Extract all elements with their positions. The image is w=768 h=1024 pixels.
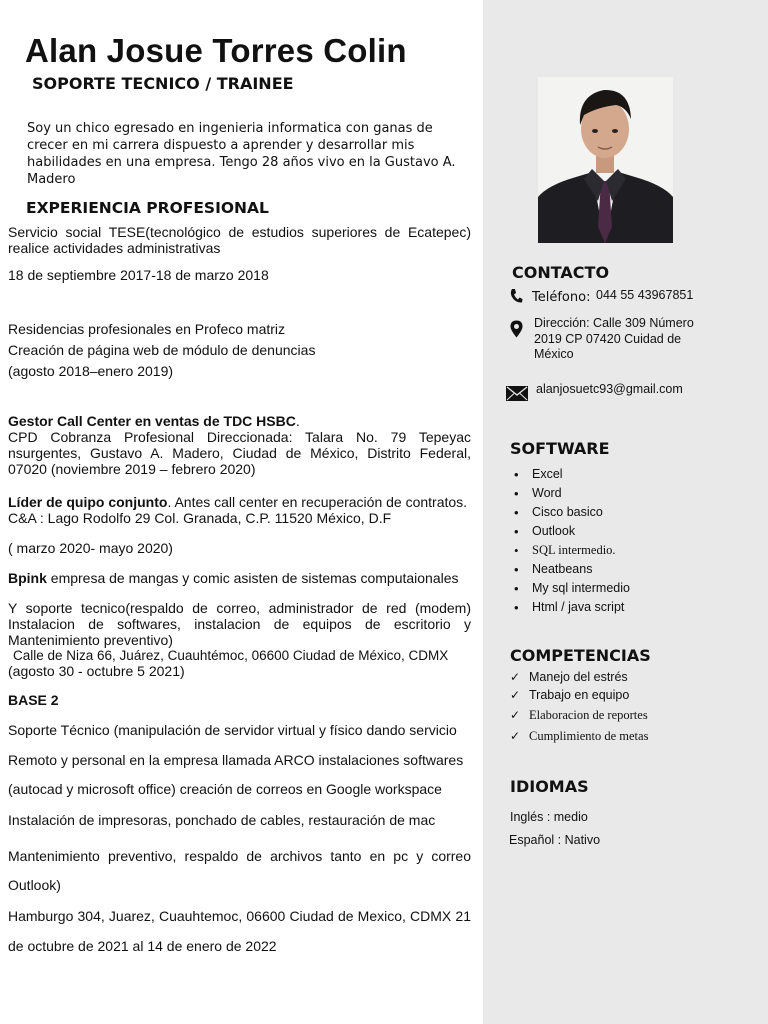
phone-value: 044 55 43967851: [596, 288, 694, 302]
idioma-item: Español : Nativo: [509, 833, 601, 847]
software-heading: SOFTWARE: [510, 439, 610, 458]
experience-base2-line6: Hamburgo 304, Juarez, Cuauhtemoc, 06600 Ciudad de Mexico, CDMX 21 de octubre de 2021 al 14 de enero de 2022: [8, 908, 471, 954]
experience-hsbc-description: CPD Cobranza Profesional Direccionada: Talara No. 79 Tepeyac nsurgentes, Gustavo A. Madero, Ciudad de México, Distrito Federal, 07020 (noviembre 2019 – febrero 2020): [8, 429, 471, 477]
experience-base2-line3: (autocad y microsoft office) creación de correos en Google workspace: [8, 781, 442, 797]
candidate-name: Alan Josue Torres Colin: [25, 32, 407, 69]
experience-tese-description: Servicio social TESE(tecnológico de estudios superiores de Ecatepec) realice actividades administrativas: [8, 224, 471, 256]
contact-email[interactable]: alanjosuetc93@gmail.com: [536, 382, 683, 396]
experience-bpink-address: Calle de Niza 66, Juárez, Cuauhtémoc, 06600 Ciudad de México, CDMX: [13, 648, 449, 663]
software-item: • SQL intermedio.: [512, 541, 630, 560]
checkmark-icon: ✓: [510, 670, 521, 684]
experience-ca-role: Líder de quipo conjunto: [8, 494, 168, 510]
experience-ca-title: [8, 494, 467, 510]
profile-summary: Soy un chico egresado en ingenieria informatica con ganas de crecer en mi carrera dispuesto a aprender y desarrollar mis habilidades en una empresa. Tengo 28 años vivo en la Gustavo A. Madero: [27, 121, 456, 187]
phone-icon: [509, 288, 523, 309]
experience-profeco-dates: (agosto 2018–enero 2019): [8, 363, 174, 379]
experience-bpink-tasks: Y soporte tecnico(respaldo de correo, administrador de red (modem) Instalacion de softwares, instalacion de equipos de escritorio y Mantenimiento preventivo): [8, 600, 471, 648]
experience-tese-dates: 18 de septiembre 2017-18 de marzo 2018: [8, 267, 269, 283]
experience-heading: EXPERIENCIA PROFESIONAL: [26, 199, 269, 217]
experience-hsbc-role: Gestor Call Center en ventas de TDC HSBC: [8, 413, 296, 429]
location-pin-icon: [510, 320, 523, 343]
phone-label: Teléfono:: [532, 290, 591, 305]
profile-photo-illustration: [538, 77, 673, 243]
experience-ca-description: . Antes call center en recuperación de contratos.: [167, 494, 468, 510]
competencia-item: ✓ Trabajo en equipo: [510, 688, 630, 702]
profile-photo: [538, 77, 673, 243]
contact-address: Dirección: Calle 309 Número 2019 CP 07420 Cuidad de México: [534, 316, 694, 361]
software-item: • Outlook: [512, 522, 630, 541]
software-item: • Excel: [512, 465, 630, 484]
checkmark-icon: ✓: [510, 708, 521, 722]
experience-ca-address: C&A : Lago Rodolfo 29 Col. Granada, C.P. 11520 México, D.F: [8, 510, 392, 526]
software-item: • Html / java script: [512, 598, 630, 617]
experience-bpink-dates: (agosto 30 - octubre 5 2021): [8, 663, 185, 679]
experience-bpink-title: [8, 570, 459, 586]
envelope-icon: [506, 386, 528, 406]
experience-base2-line2: Remoto y personal en la empresa llamada ARCO instalaciones softwares: [8, 752, 464, 768]
competencias-list: [510, 668, 648, 747]
experience-hsbc-period: .: [295, 413, 300, 429]
experience-profeco-place: Residencias profesionales en Profeco matriz: [8, 321, 286, 337]
software-item: • Cisco basico: [512, 503, 630, 522]
software-list: [512, 465, 630, 617]
experience-base2-title: BASE 2: [8, 692, 59, 708]
software-item: • My sql intermedio: [512, 579, 630, 598]
idiomas-heading: IDIOMAS: [510, 777, 589, 796]
competencias-heading: COMPETENCIAS: [510, 646, 651, 665]
competencia-item: ✓ Elaboracion de reportes: [510, 708, 648, 722]
experience-base2-line5: Mantenimiento preventivo, respaldo de archivos tanto en pc y correo Outlook): [8, 848, 471, 893]
competencia-item: ✓ Cumplimiento de metas: [510, 729, 649, 743]
contact-heading: CONTACTO: [512, 263, 610, 282]
experience-hsbc-title: [8, 413, 300, 429]
checkmark-icon: ✓: [510, 729, 521, 743]
experience-ca-dates: ( marzo 2020- mayo 2020): [8, 540, 173, 556]
experience-bpink-name: Bpink: [8, 570, 47, 586]
software-item: • Neatbeans: [512, 560, 630, 579]
experience-bpink-description: empresa de mangas y comic asisten de sistemas computaionales: [46, 570, 459, 586]
job-role: SOPORTE TECNICO / TRAINEE: [32, 74, 294, 93]
idioma-item: Inglés : medio: [510, 810, 588, 824]
experience-base2-line1: Soporte Técnico (manipulación de servidor virtual y físico dando servicio: [8, 722, 457, 738]
experience-base2-line4: Instalación de impresoras, ponchado de cables, restauración de mac: [8, 812, 436, 828]
competencia-item: ✓ Manejo del estrés: [510, 670, 628, 684]
checkmark-icon: ✓: [510, 688, 521, 702]
experience-profeco-description: Creación de página web de módulo de denuncias: [8, 342, 316, 358]
software-item: • Word: [512, 484, 630, 503]
